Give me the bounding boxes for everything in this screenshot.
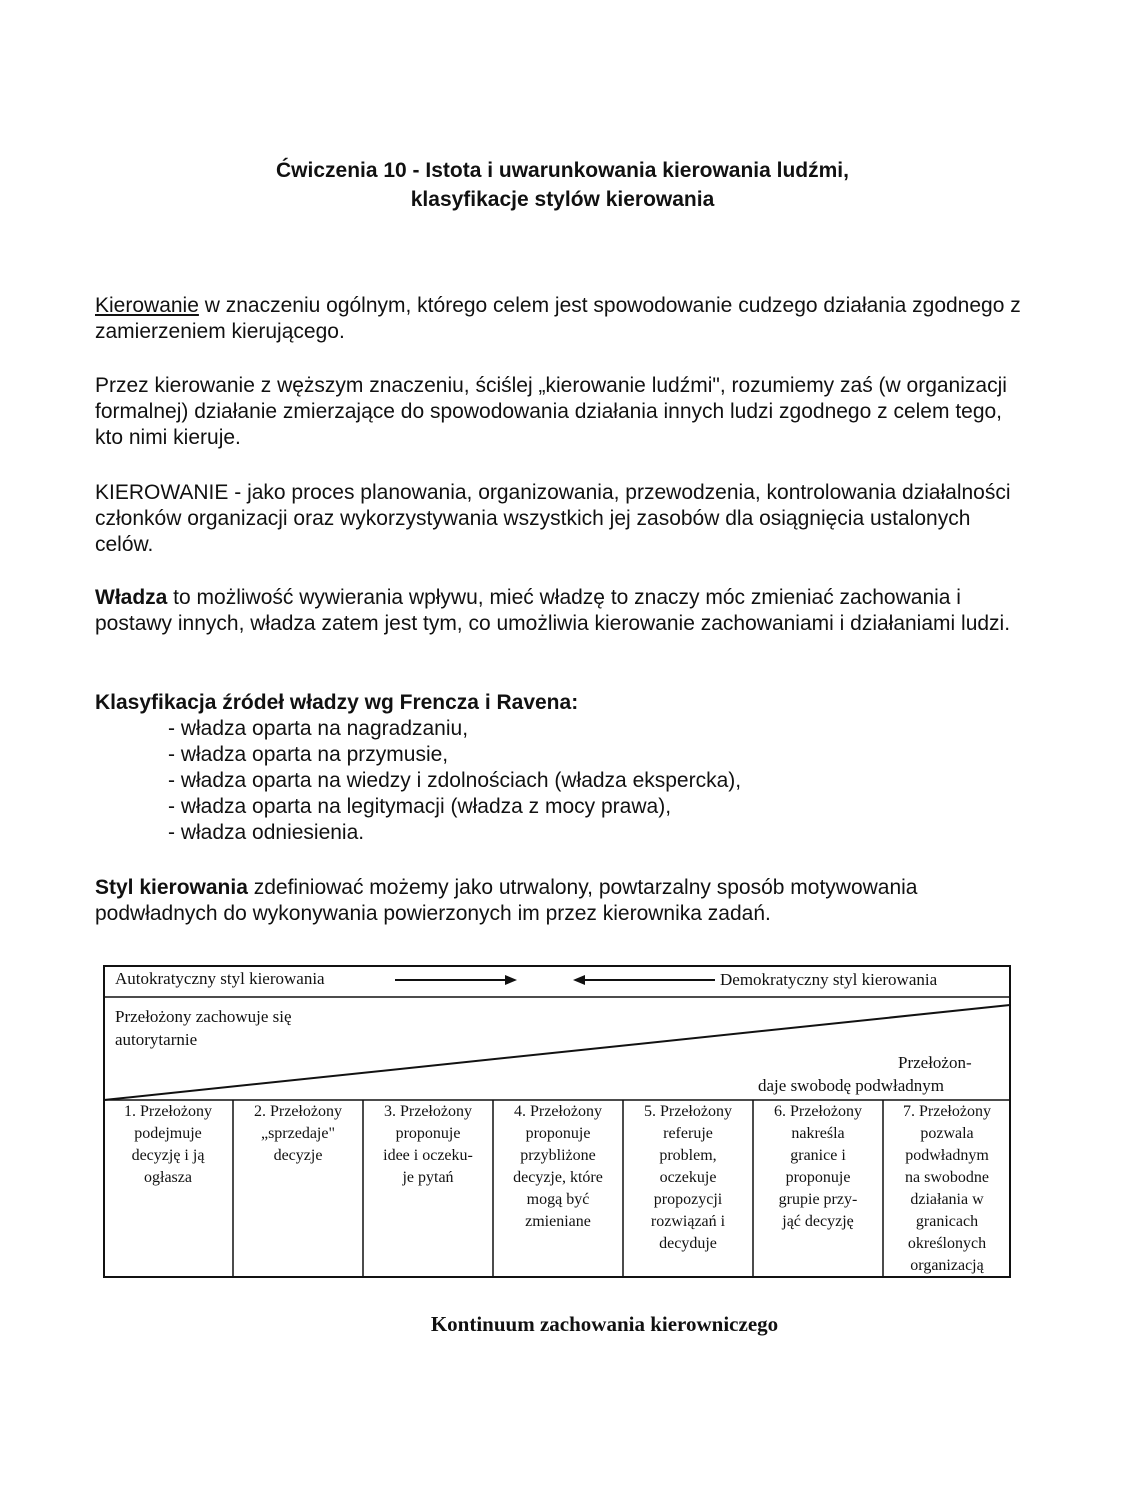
diagram-caption: Kontinuum zachowania kierowniczego — [430, 1312, 779, 1336]
continuum-cell-1 — [105, 1101, 231, 1277]
continuum-cell-2 — [235, 1101, 361, 1277]
cell-line: proponuje — [395, 1125, 461, 1142]
continuum-cell-4 — [495, 1101, 621, 1277]
list-item: - władza odniesienia. — [168, 821, 365, 844]
left-arrow-icon — [573, 975, 585, 985]
list-item: - władza oparta na przymusie, — [168, 743, 449, 766]
cell-line: 6. Przełożony — [774, 1103, 862, 1120]
cell-line: 5. Przełożony — [644, 1103, 732, 1120]
cell-line: zmieniane — [525, 1213, 591, 1230]
list-item: - władza oparta na wiedzy i zdolnościach (władza ekspercka), — [168, 769, 742, 792]
cell-line: jąć decyzję — [782, 1213, 854, 1230]
classification-heading: Klasyfikacja źródeł władzy wg Frencza i Ravena: — [95, 691, 579, 714]
cell-line: problem, — [659, 1147, 717, 1164]
authoritarian-label-line-2: autorytarnie — [115, 1030, 198, 1049]
continuum-cell-3 — [365, 1101, 491, 1277]
authoritarian-label-line-1: Przełożony zachowuje się — [115, 1007, 292, 1026]
cell-line: je pytań — [402, 1169, 454, 1186]
cell-line: rozwiązań i — [650, 1213, 726, 1230]
paragraph-kierowanie — [95, 293, 1025, 345]
cell-line: decyzje, które — [513, 1169, 603, 1186]
cell-line: decyduje — [659, 1235, 717, 1252]
paragraph-kierowanie-ludzmi: Przez kierowanie z węższym znaczeniu, ściślej „kierowanie ludźmi", rozumiemy zaś (w organizacji formalnej) działanie zmierzające do spowodowania działania innych ludzi zgodnego z celem tego, kto nimi kieruje. — [95, 374, 1007, 449]
freedom-label-line-2: daje swobodę podwładnym — [758, 1076, 945, 1095]
cell-line: decyzje — [273, 1147, 323, 1164]
page-title — [0, 156, 1125, 214]
cell-line: 1. Przełożony — [124, 1103, 212, 1120]
cell-line: granice i — [790, 1147, 846, 1164]
paragraph-wladza-text: to możliwość wywierania wpływu, mieć władzę to znaczy móc zmieniać zachowania i postawy innych, władza zatem jest tym, co umożliwia kierowanie zachowaniami i działaniami ludzi. — [95, 586, 1011, 635]
cell-line: podwładnym — [905, 1147, 989, 1164]
right-arrow-icon — [505, 975, 517, 985]
term-wladza: Władza — [95, 586, 168, 609]
cell-line: działania w — [910, 1191, 984, 1208]
autocratic-style-label: Autokratyczny styl kierowania — [115, 969, 325, 988]
cell-line: propozycji — [653, 1191, 723, 1208]
cell-line: decyzję i ją — [131, 1147, 205, 1164]
cell-line: pozwala — [920, 1125, 974, 1142]
cell-line: 4. Przełożony — [514, 1103, 602, 1120]
paragraph-wladza — [95, 585, 1025, 637]
cell-line: 3. Przełożony — [384, 1103, 472, 1120]
cell-line: proponuje — [785, 1169, 851, 1186]
continuum-cell-6 — [755, 1101, 881, 1277]
cell-line: 7. Przełożony — [903, 1103, 991, 1120]
title-line-1: Ćwiczenia 10 - Istota i uwarunkowania kierowania ludźmi, — [276, 159, 849, 182]
term-styl-kierowania: Styl kierowania — [95, 876, 248, 899]
cell-line: nakreśla — [791, 1125, 845, 1142]
paragraph-kierowanie-proces: KIEROWANIE - jako proces planowania, organizowania, przewodzenia, kontrolowania działalności członków organizacji oraz wykorzystywania wszystkich jej zasobów dla osiągnięcia ustalonych celów. — [95, 481, 1011, 556]
cell-line: na swobodne — [905, 1169, 989, 1186]
power-sources-list — [168, 716, 741, 846]
freedom-label-line-1: Przełożon- — [898, 1053, 972, 1072]
continuum-cell-5 — [625, 1101, 751, 1277]
cell-line: 2. Przełożony — [254, 1103, 342, 1120]
title-line-2: klasyfikacje stylów kierowania — [410, 188, 715, 211]
cell-line: idee i oczeku- — [383, 1147, 473, 1164]
cell-line: organizacją — [910, 1257, 984, 1274]
cell-line: granicach — [915, 1213, 979, 1230]
cell-line: oczekuje — [659, 1169, 717, 1186]
leadership-continuum-diagram — [103, 965, 1011, 1278]
cell-line: „sprzedaje" — [260, 1125, 336, 1142]
democratic-style-label: Demokratyczny styl kierowania — [720, 970, 938, 989]
cell-line: podejmuje — [134, 1125, 202, 1142]
cell-line: przybliżone — [520, 1147, 596, 1164]
cell-line: grupie przy- — [778, 1191, 858, 1208]
cell-line: mogą być — [526, 1191, 590, 1208]
continuum-cell-7 — [885, 1101, 1009, 1277]
paragraph-styl-kierowania — [95, 875, 1025, 927]
cell-line: określonych — [907, 1235, 987, 1252]
term-kierowanie: Kierowanie — [95, 294, 199, 317]
cell-line: ogłasza — [144, 1169, 192, 1186]
list-item: - władza oparta na legitymacji (władza z mocy prawa), — [168, 795, 672, 818]
cell-line: referuje — [663, 1125, 713, 1142]
cell-line: proponuje — [525, 1125, 591, 1142]
paragraph-kierowanie-text: w znaczeniu ogólnym, którego celem jest spowodowanie cudzego działania zgodnego z zamierzeniem kierującego. — [95, 294, 1021, 343]
paragraph-styl-text: zdefiniować możemy jako utrwalony, powtarzalny sposób motywowania podwładnych do wykonywania powierzonych im przez kierownika zadań. — [95, 876, 918, 925]
list-item: - władza oparta na nagradzaniu, — [168, 717, 469, 740]
